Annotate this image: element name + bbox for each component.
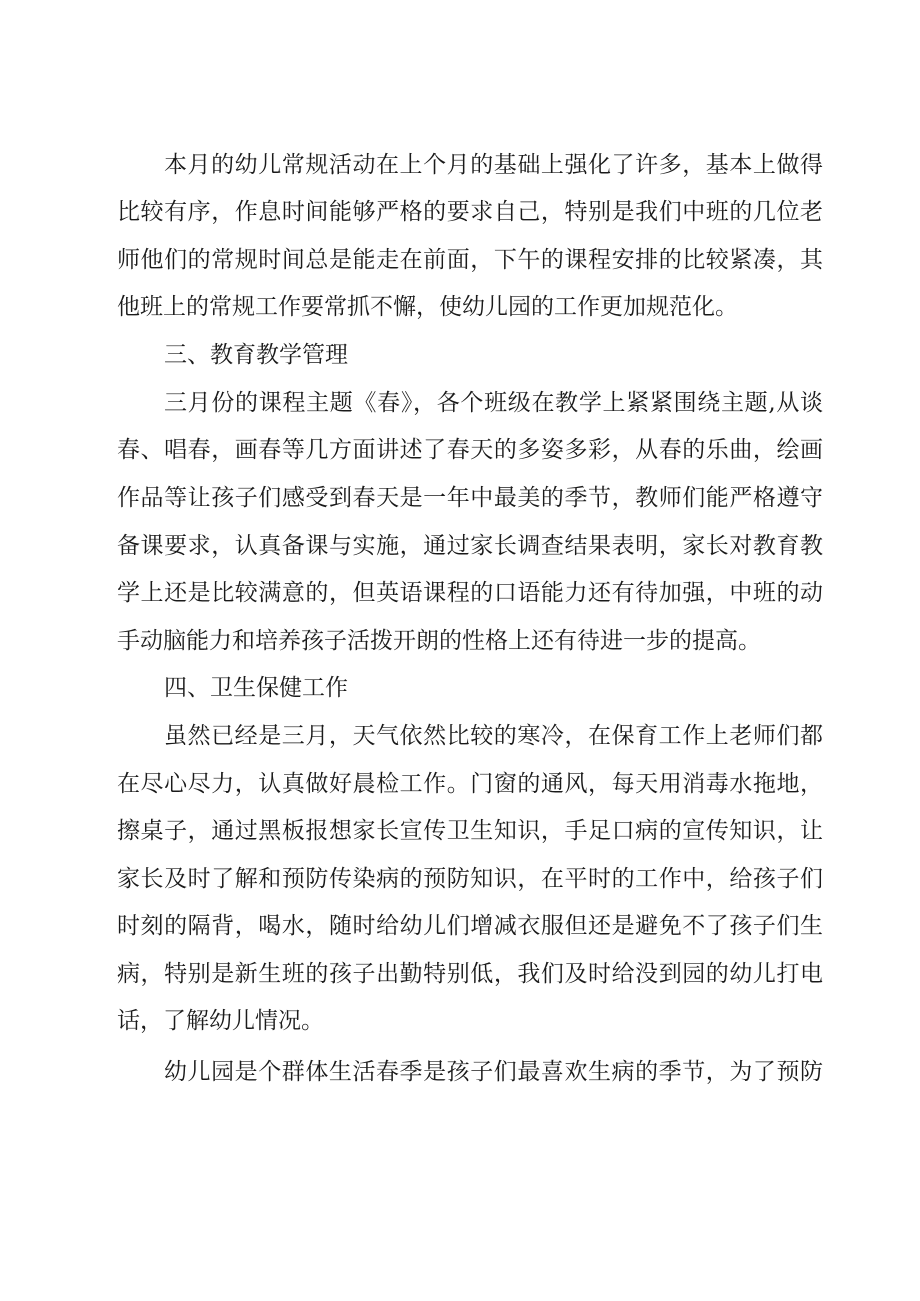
paragraph-2-line-2: 春、唱春，画春等几方面讲述了春天的多姿多彩，从春的乐曲，绘画 xyxy=(117,437,823,463)
paragraph-3-line-6: 病，特别是新生班的孩子出勤特别低，我们及时给没到园的幼儿打电 xyxy=(117,961,823,987)
paragraph-1-line-1: 本月的幼儿常规活动在上个月的基础上强化了许多，基本上做得 xyxy=(164,152,823,178)
paragraph-3-line-2: 在尽心尽力，认真做好晨检工作。门窗的通风，每天用消毒水拖地， xyxy=(117,771,823,797)
paragraph-2-line-1: 三月份的课程主题《春》，各个班级在教学上紧紧围绕主题,从谈 xyxy=(164,390,823,416)
paragraph-2-line-5: 学上还是比较满意的，但英语课程的口语能力还有待加强，中班的动 xyxy=(117,580,823,606)
section-heading-4: 四、卫生保健工作 xyxy=(164,675,348,701)
paragraph-3-line-7: 话，了解幼儿情况。 xyxy=(117,1008,324,1034)
paragraph-2-line-4: 备课要求，认真备课与实施，通过家长调查结果表明，家长对教育教 xyxy=(117,533,823,559)
paragraph-2-line-6: 手动脑能力和培养孩子活拨开朗的性格上还有待进一步的提高。 xyxy=(117,628,761,654)
section-heading-3: 三、教育教学管理 xyxy=(164,342,348,368)
paragraph-3-line-4: 家长及时了解和预防传染病的预防知识，在平时的工作中，给孩子们 xyxy=(117,866,823,892)
paragraph-4-line-1: 幼儿园是个群体生活春季是孩子们最喜欢生病的季节，为了预防 xyxy=(164,1059,823,1085)
paragraph-2-line-3: 作品等让孩子们感受到春天是一年中最美的季节，教师们能严格遵守 xyxy=(117,485,823,511)
paragraph-3-line-1: 虽然已经是三月，天气依然比较的寒冷，在保育工作上老师们都 xyxy=(164,723,823,749)
paragraph-1-line-2: 比较有序，作息时间能够严格的要求自己，特别是我们中班的几位老 xyxy=(117,199,823,225)
paragraph-1-line-4: 他班上的常规工作要常抓不懈，使幼儿园的工作更加规范化。 xyxy=(117,294,738,320)
paragraph-1-line-3: 师他们的常规时间总是能走在前面，下午的课程安排的比较紧凑，其 xyxy=(117,247,823,273)
paragraph-3-line-5: 时刻的隔背，喝水，随时给幼儿们增减衣服但还是避免不了孩子们生 xyxy=(117,913,823,939)
paragraph-3-line-3: 擦桌子，通过黑板报想家长宣传卫生知识，手足口病的宣传知识，让 xyxy=(117,818,823,844)
